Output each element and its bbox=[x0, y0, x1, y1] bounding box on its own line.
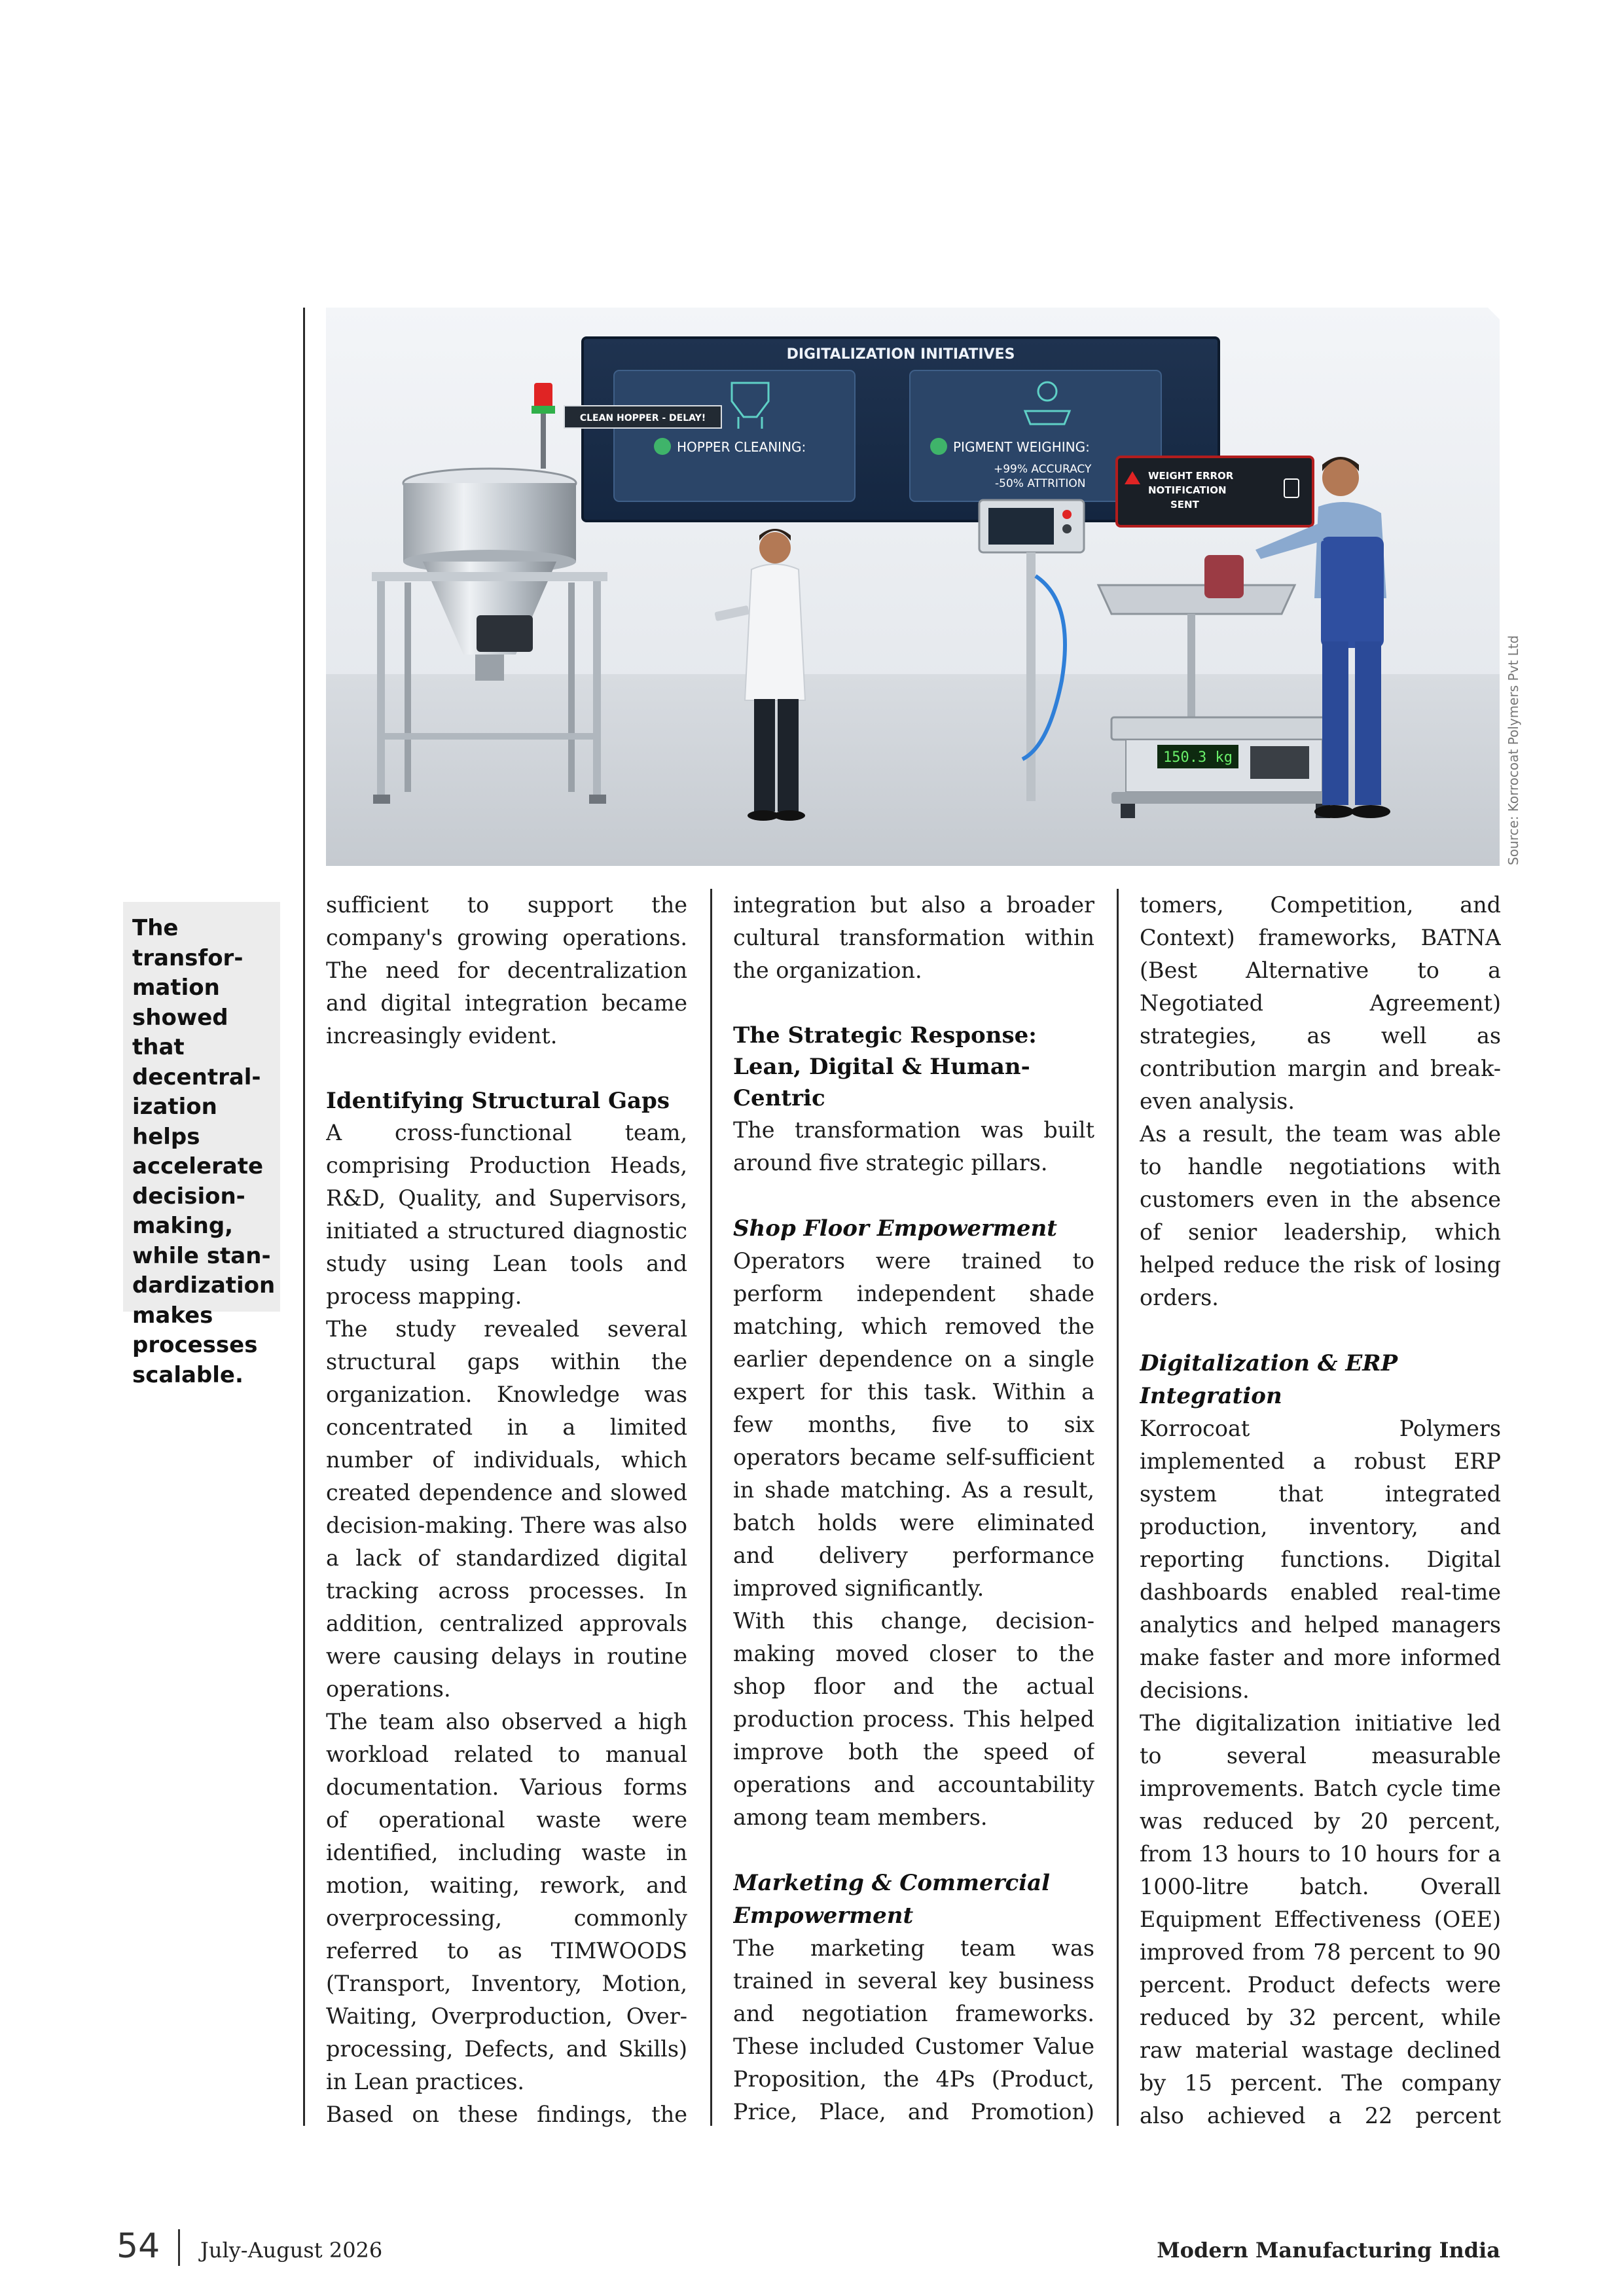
svg-text:NOTIFICATION: NOTIFICATION bbox=[1148, 484, 1227, 496]
weighing-scale bbox=[1111, 717, 1341, 818]
svg-text:DIGITALIZATION INITIATIVES: DIGITALIZATION INITIATIVES bbox=[786, 346, 1015, 363]
page-number: 54 bbox=[117, 2227, 160, 2266]
paragraph: The marketing team was trained in several key business and negotiation frameworks. These included Customer Value Proposition, the 4Ps (Product, Price, Place, and Promotion) bbox=[733, 1935, 1094, 2125]
svg-text:+99% ACCURACY: +99% ACCURACY bbox=[994, 463, 1092, 476]
issue-date: July-August 2026 bbox=[200, 2238, 383, 2263]
subsection-heading: Shop Floor Empowerment bbox=[733, 1215, 1057, 1242]
svg-text:WEIGHT ERROR: WEIGHT ERROR bbox=[1148, 470, 1234, 482]
column-rule-left bbox=[303, 308, 305, 2126]
svg-text:-50% ATTRITION: -50% ATTRITION bbox=[995, 477, 1086, 490]
paragraph: As a result, the team was able to handle negotiations with customers even in the absence of senior leadership, which helped reduce the risk of losing orders. bbox=[1140, 1121, 1501, 1310]
paragraph: Based on these findings, the bbox=[326, 2102, 687, 2127]
svg-text:150.3 kg: 150.3 kg bbox=[1163, 749, 1233, 766]
svg-text:SENT: SENT bbox=[1170, 499, 1199, 511]
paragraph: With this change, decision-making moved closer to the shop floor and the actual production process. This helped improve both the speed of operations and accountability among team members. bbox=[733, 1608, 1094, 1830]
section-heading: The Strategic Response: Lean, Digital & Human-Centric bbox=[733, 1022, 1037, 1111]
column-rule-middle bbox=[710, 889, 712, 2126]
photo-credit: Source: Korrocoat Polymers Pvt Ltd bbox=[1506, 635, 1521, 865]
paragraph: sufficient to support the company's growing operations. The need for decentralization and digital integration became increasingly evident. bbox=[326, 892, 687, 1049]
svg-text:CLEAN HOPPER - DELAY!: CLEAN HOPPER - DELAY! bbox=[579, 413, 706, 423]
subsection-heading: Marketing & Commercial Empowerment bbox=[733, 1870, 1051, 1929]
paragraph: The transformation was built around five strategic pillars. bbox=[733, 1117, 1094, 1175]
svg-text:PIGMENT WEIGHING:: PIGMENT WEIGHING: bbox=[953, 439, 1090, 455]
paragraph: The study revealed several structural gaps within the organization. Knowledge was concentrated in a limited number of individuals, which created dependence and slowed decision-making. There was also a lack of standardized digital tracking across processes. In addition, centralized approvals were causing delays in routine operations. bbox=[326, 1316, 687, 1702]
section-heading: Identifying Structural Gaps bbox=[326, 1088, 670, 1114]
article-photo bbox=[326, 308, 1500, 866]
pull-quote bbox=[123, 902, 280, 1388]
column-rule-right bbox=[1117, 889, 1119, 2126]
magazine-name: Modern Manufacturing India bbox=[1157, 2238, 1500, 2263]
paragraph: Operators were trained to perform independent shade matching, which removed the earlier dependence on a single expert for this task. Within a few months, five to six operators became self-sufficient in shade matching. As a result, batch holds were eliminated and delivery performance improved significantly. bbox=[733, 1248, 1094, 1601]
paragraph: The team also observed a high workload related to manual documentation. Various forms of operational waste were identified, including waste in motion, waiting, rework, and overprocessing, commonly referred to as TIMWOODS (Transport, Inventory, Motion, Waiting, Overproduction, Over-processing, Defects, and Skills) in Lean practices. bbox=[326, 1709, 687, 2094]
pull-quote-text: The transfor-mation showed that decentral-ization helps accelerate decision-making, while stan-dardization makes processes scalable. bbox=[132, 915, 276, 1388]
paragraph: tomers, Competition, and Context) frameworks, BATNA (Best Alternative to a Negotiated Agreement) strategies, as well as contribution margin and break-even analysis. bbox=[1140, 892, 1501, 1114]
article-column-2 bbox=[733, 889, 1094, 2132]
paragraph: integration but also a broader cultural transformation within the organization. bbox=[733, 892, 1094, 983]
svg-text:HOPPER CLEANING:: HOPPER CLEANING: bbox=[677, 439, 806, 455]
paragraph: Korrocoat Polymers implemented a robust ERP system that integrated production, inventory, and reporting functions. Digital dashboards enabled real-time analytics and helped managers make faster and more informed decisions. bbox=[1140, 1416, 1501, 1703]
article-column-3 bbox=[1140, 889, 1501, 2132]
paragraph: The digitalization initiative led to several measurable improvements. Batch cycle time was reduced by 20 percent, from 13 hours to 10 hours for a 1000-litre batch. Overall Equipment Effectiveness (OEE) improved from 78 percent to 90 percent. Product defects were reduced by 32 percent, while raw material wastage declined by 15 percent. The company also achieved a 22 percent bbox=[1140, 1710, 1501, 2128]
notification-screen bbox=[1117, 457, 1313, 526]
footer-divider bbox=[178, 2229, 180, 2266]
article-column-1 bbox=[326, 889, 687, 2132]
subsection-heading: Digitalization & ERP Integration bbox=[1140, 1350, 1398, 1409]
paragraph: A cross-functional team, comprising Production Heads, R&D, Quality, and Supervisors, initiated a structured diagnostic study using Lean tools and process mapping. bbox=[326, 1120, 687, 1309]
